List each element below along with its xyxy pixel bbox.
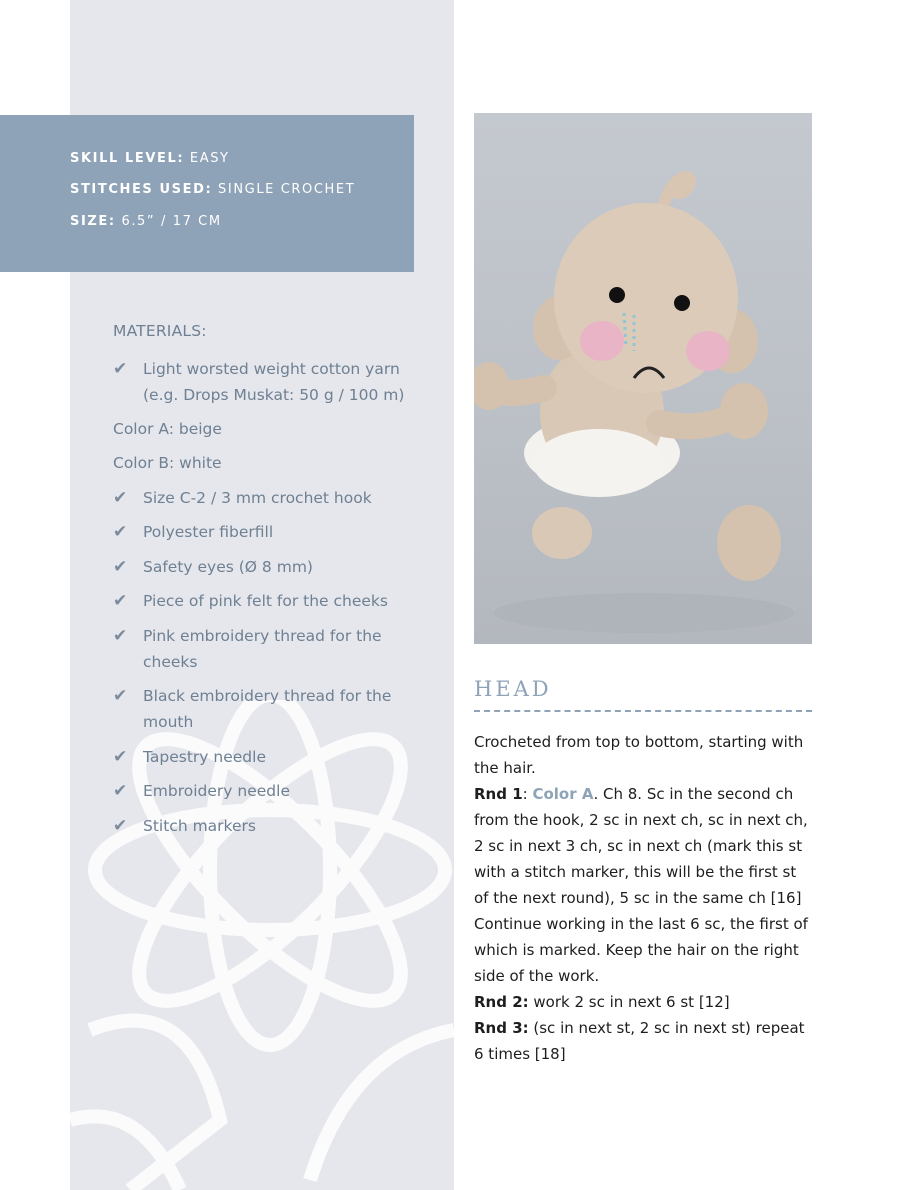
check-icon: ✔ bbox=[113, 781, 128, 801]
check-icon: ✔ bbox=[113, 591, 128, 611]
material-item: ✔ Polyester fiberfill bbox=[113, 519, 413, 545]
skill-level: SKILL LEVEL: EASY bbox=[70, 151, 230, 166]
material-item: ✔ Stitch markers bbox=[113, 813, 413, 839]
size: SIZE: 6.5” / 17 CM bbox=[70, 214, 222, 229]
intro-paragraph: Crocheted from top to bottom, starting with the hair. bbox=[474, 733, 804, 777]
material-item: ✔ Piece of pink felt for the cheeks bbox=[113, 588, 413, 614]
round-1: Rnd 1: Color A. Ch 8. Sc in the second ch from the hook, 2 sc in next ch, sc in next ch, 2 sc in next 3 ch, sc in next ch (mark this st with a stitch marker, this will be the first st of the next round), 5 sc in the same ch [16] bbox=[474, 785, 808, 907]
section-divider bbox=[474, 710, 812, 712]
check-icon: ✔ bbox=[113, 522, 128, 542]
stitches-used: STITCHES USED: SINGLE CROCHET bbox=[70, 182, 356, 197]
crochet-baby-illustration bbox=[474, 113, 812, 644]
material-item: ✔ Black embroidery thread for the mouth bbox=[113, 683, 413, 735]
check-icon: ✔ bbox=[113, 488, 128, 508]
check-icon: ✔ bbox=[113, 626, 128, 646]
material-item: ✔ Safety eyes (Ø 8 mm) bbox=[113, 554, 413, 580]
materials-title: MATERIALS: bbox=[113, 322, 207, 340]
material-item: ✔ Tapestry needle bbox=[113, 744, 413, 770]
material-item: ✔ Embroidery needle bbox=[113, 778, 413, 804]
check-icon: ✔ bbox=[113, 557, 128, 577]
decorative-flower-pattern bbox=[70, 700, 454, 1190]
check-icon: ✔ bbox=[113, 816, 128, 836]
material-item: ✔ Pink embroidery thread for the cheeks bbox=[113, 623, 413, 675]
section-title: HEAD bbox=[474, 677, 552, 701]
info-box bbox=[0, 115, 414, 272]
material-item: ✔ Size C-2 / 3 mm crochet hook bbox=[113, 485, 413, 511]
check-icon: ✔ bbox=[113, 359, 128, 379]
round-3: Rnd 3: (sc in next st, 2 sc in next st) repeat 6 times [18] bbox=[474, 1019, 805, 1063]
amigurumi-baby-photo bbox=[474, 113, 812, 644]
material-item: ✔ Light worsted weight cotton yarn (e.g. Drops Muskat: 50 g / 100 m) bbox=[113, 356, 413, 408]
round-2: Rnd 2: work 2 sc in next 6 st [12] bbox=[474, 993, 730, 1011]
material-item: Color A: beige bbox=[113, 420, 222, 438]
material-item: Color B: white bbox=[113, 454, 222, 472]
pattern-instructions bbox=[474, 729, 814, 1067]
check-icon: ✔ bbox=[113, 747, 128, 767]
continue-paragraph: Continue working in the last 6 sc, the first of which is marked. Keep the hair on the right side of the work. bbox=[474, 915, 808, 985]
check-icon: ✔ bbox=[113, 686, 128, 706]
